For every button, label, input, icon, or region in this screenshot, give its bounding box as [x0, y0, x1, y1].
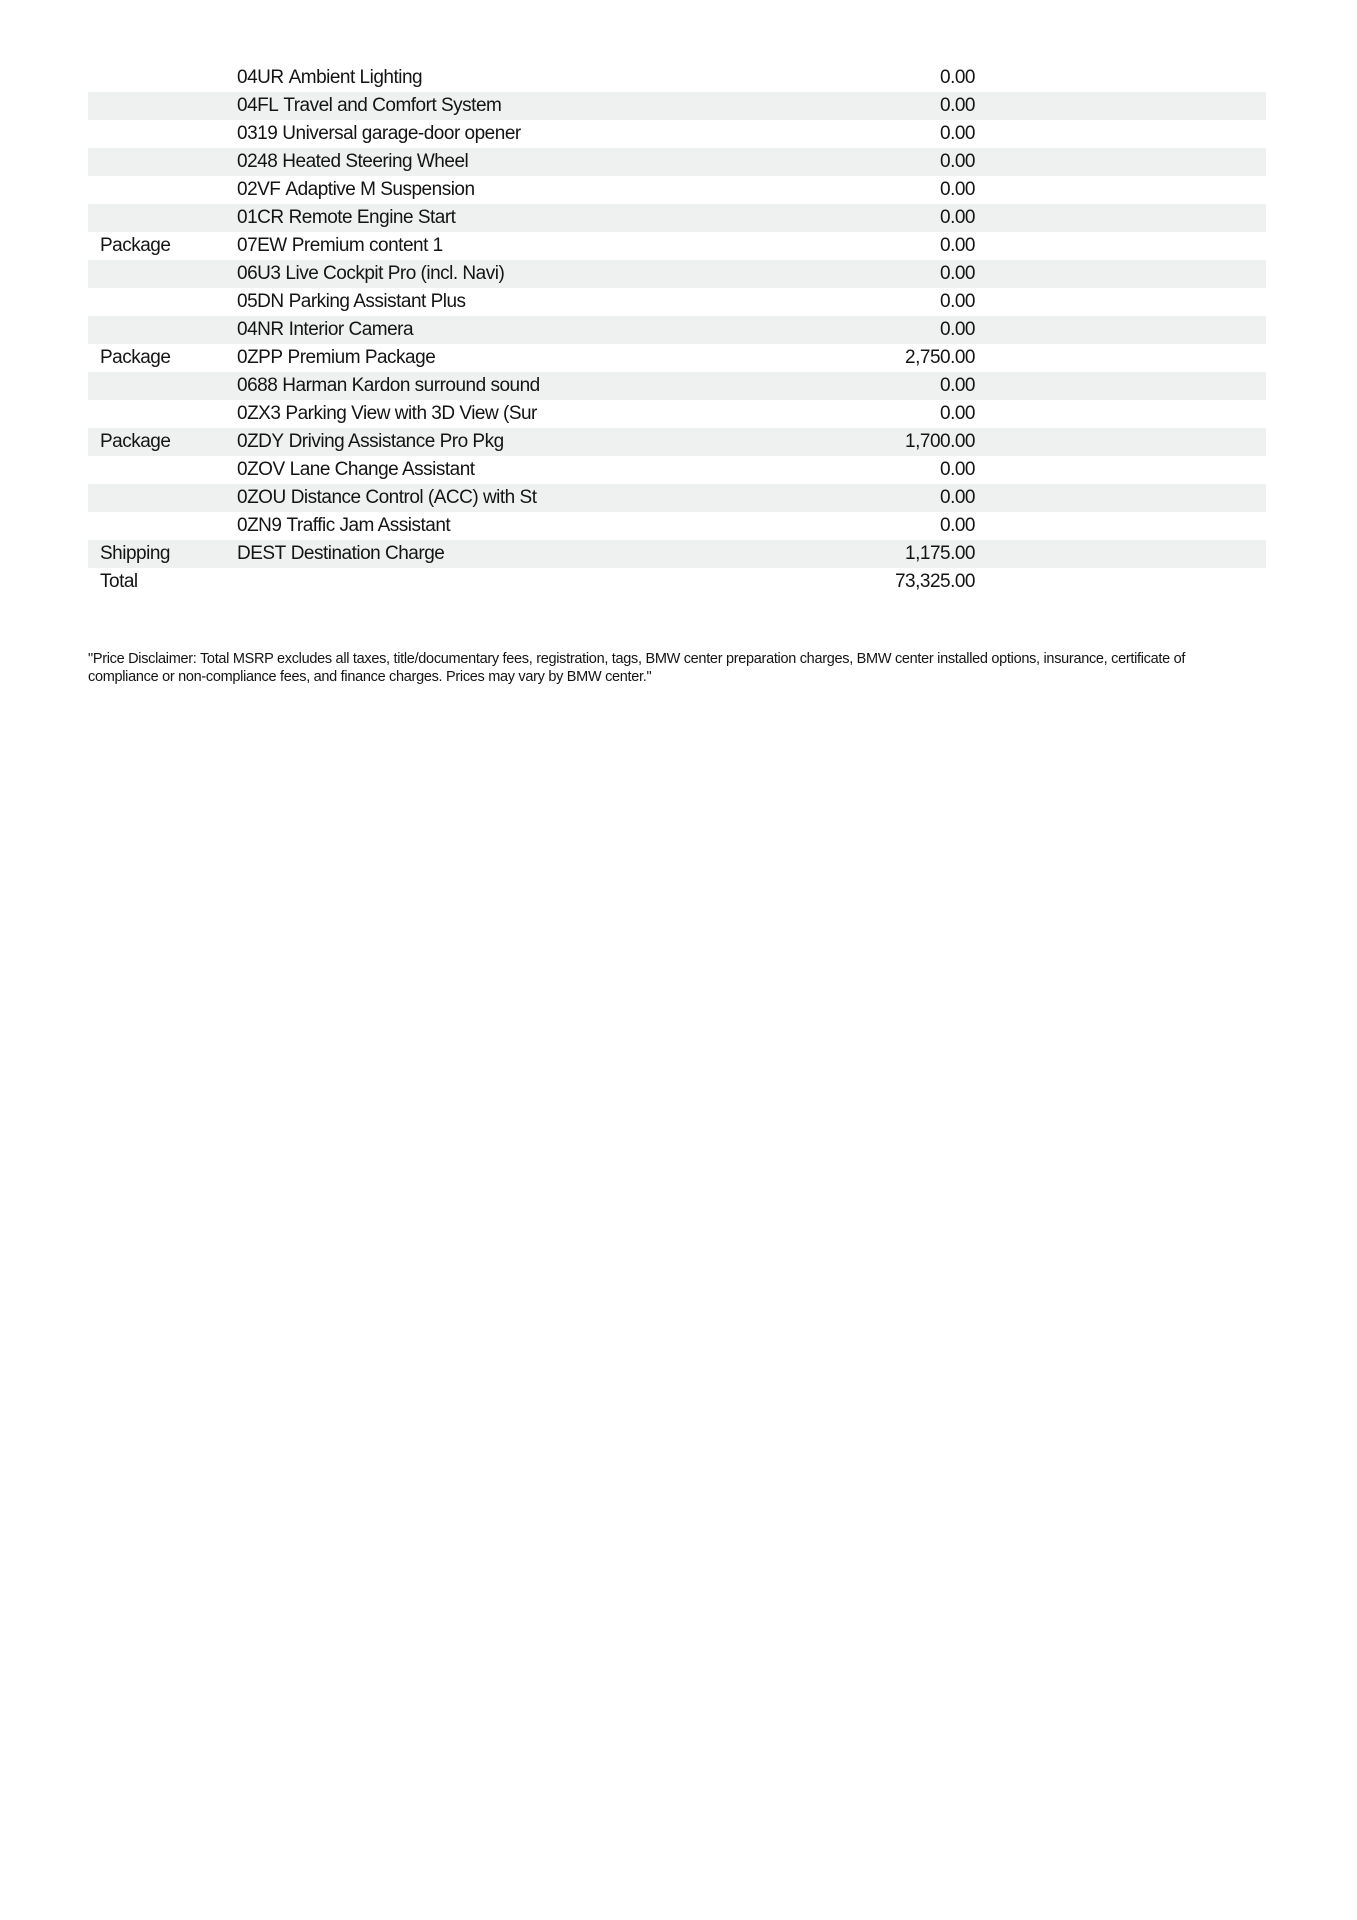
row-category-label: Package — [100, 235, 171, 256]
row-price: 0.00 — [940, 515, 975, 536]
row-price: 0.00 — [940, 403, 975, 424]
table-row — [88, 288, 1266, 316]
row-description — [237, 148, 737, 176]
row-price: 0.00 — [940, 263, 975, 284]
option-name: Harman Kardon surround sound — [282, 375, 540, 396]
row-description — [237, 120, 737, 148]
options-table — [88, 64, 1266, 596]
row-description — [237, 428, 737, 456]
row-price: 0.00 — [940, 95, 975, 116]
row-description — [237, 484, 737, 512]
option-code: 0ZPP — [237, 347, 283, 368]
row-price: 0.00 — [940, 207, 975, 228]
option-code: 0ZX3 — [237, 403, 281, 424]
row-description — [237, 232, 737, 260]
table-row — [88, 176, 1266, 204]
table-row — [88, 456, 1266, 484]
option-name: Interior Camera — [288, 319, 414, 340]
row-description — [237, 372, 737, 400]
row-category-label: Total — [100, 571, 138, 592]
option-name: Live Cockpit Pro (incl. Navi) — [285, 263, 505, 284]
table-row — [88, 400, 1266, 428]
option-name: Ambient Lighting — [288, 67, 423, 88]
row-price: 2,750.00 — [905, 347, 975, 368]
table-row — [88, 148, 1266, 176]
table-row — [88, 232, 1266, 260]
row-description — [237, 64, 737, 92]
table-row — [88, 568, 1266, 596]
disclaimer-line-1: "Price Disclaimer: Total MSRP excludes all taxes, title/documentary fees, registration, tags, BMW center preparation charges, BMW center installed options, insurance, certificate of — [88, 651, 1186, 667]
option-code: 0248 — [237, 151, 278, 172]
option-name: Heated Steering Wheel — [282, 151, 469, 172]
row-category-label: Package — [100, 347, 171, 368]
option-code: 0ZN9 — [237, 515, 282, 536]
table-row — [88, 92, 1266, 120]
row-description — [237, 204, 737, 232]
option-name: Universal garage-door opener — [282, 123, 521, 144]
option-name: Travel and Comfort System — [283, 95, 502, 116]
option-name: Parking View with 3D View (Sur — [285, 403, 537, 424]
row-price: 0.00 — [940, 151, 975, 172]
row-price: 0.00 — [940, 179, 975, 200]
row-category-label: Package — [100, 431, 171, 452]
row-price: 0.00 — [940, 459, 975, 480]
option-name: Premium Package — [287, 347, 436, 368]
row-price: 0.00 — [940, 375, 975, 396]
option-code: 0319 — [237, 123, 278, 144]
row-price: 0.00 — [940, 291, 975, 312]
table-row — [88, 484, 1266, 512]
option-name: Traffic Jam Assistant — [286, 515, 451, 536]
table-row — [88, 428, 1266, 456]
row-description — [237, 540, 737, 568]
option-code: 0ZDY — [237, 431, 284, 452]
row-description — [237, 176, 737, 204]
option-name: Adaptive M Suspension — [285, 179, 475, 200]
option-code: 06U3 — [237, 263, 281, 284]
table-row — [88, 260, 1266, 288]
option-name: Driving Assistance Pro Pkg — [288, 431, 504, 452]
table-row — [88, 64, 1266, 92]
row-price: 0.00 — [940, 123, 975, 144]
option-code: 0ZOV — [237, 459, 285, 480]
row-category-label: Shipping — [100, 543, 170, 564]
option-code: DEST — [237, 543, 286, 564]
option-name: Parking Assistant Plus — [288, 291, 466, 312]
row-description — [237, 568, 737, 596]
option-name: Remote Engine Start — [288, 207, 456, 228]
option-code: 07EW — [237, 235, 287, 256]
row-price: 1,175.00 — [905, 543, 975, 564]
table-row — [88, 540, 1266, 568]
row-price: 0.00 — [940, 319, 975, 340]
row-price: 0.00 — [940, 235, 975, 256]
table-row — [88, 344, 1266, 372]
row-description — [237, 92, 737, 120]
row-price: 0.00 — [940, 67, 975, 88]
option-code: 0ZOU — [237, 487, 286, 508]
row-price: 73,325.00 — [894, 571, 975, 592]
option-name: Destination Charge — [290, 543, 445, 564]
row-description — [237, 260, 737, 288]
option-code: 04NR — [237, 319, 284, 340]
row-description — [237, 400, 737, 428]
table-row — [88, 512, 1266, 540]
option-code: 04FL — [237, 95, 279, 116]
option-code: 05DN — [237, 291, 284, 312]
table-row — [88, 316, 1266, 344]
row-description — [237, 456, 737, 484]
option-name: Lane Change Assistant — [289, 459, 475, 480]
option-code: 04UR — [237, 67, 284, 88]
option-name: Distance Control (ACC) with St — [290, 487, 537, 508]
row-description — [237, 316, 737, 344]
disclaimer-line-2: compliance or non-compliance fees, and finance charges. Prices may vary by BMW center." — [88, 669, 652, 685]
table-row — [88, 204, 1266, 232]
option-code: 01CR — [237, 207, 284, 228]
option-code: 0688 — [237, 375, 278, 396]
row-description — [237, 344, 737, 372]
row-description — [237, 288, 737, 316]
price-disclaimer — [88, 650, 1185, 686]
row-price: 1,700.00 — [905, 431, 975, 452]
row-description — [237, 512, 737, 540]
row-price: 0.00 — [940, 487, 975, 508]
table-row — [88, 372, 1266, 400]
table-row — [88, 120, 1266, 148]
option-name: Premium content 1 — [291, 235, 443, 256]
option-code: 02VF — [237, 179, 281, 200]
